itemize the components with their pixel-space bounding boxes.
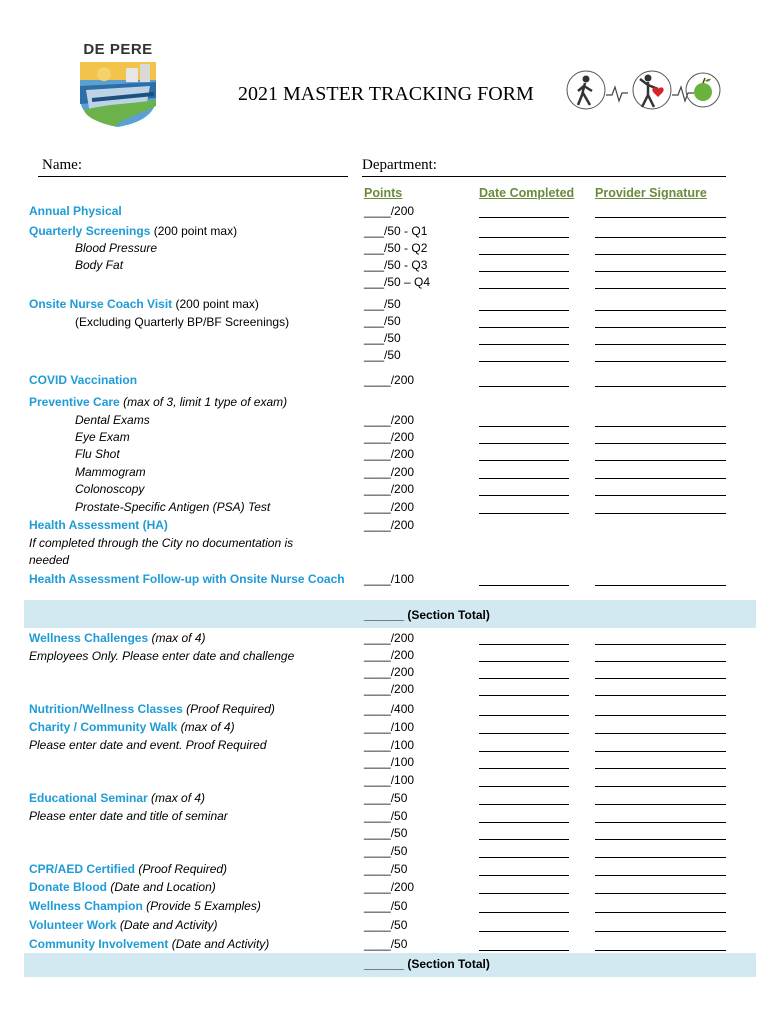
preventive-points[interactable]: ____/200 xyxy=(364,447,415,461)
community-involvement-row xyxy=(29,936,269,953)
nurse-coach-note: (200 point max) xyxy=(172,297,259,311)
signature-line[interactable] xyxy=(595,360,726,362)
volunteer-points[interactable]: ____/50 xyxy=(364,918,408,932)
health-assessment-label: Health Assessment (HA) xyxy=(29,518,168,532)
quarterly-points-q3[interactable]: ___/50 - Q3 xyxy=(364,258,428,272)
wellness-figures-icon xyxy=(566,67,722,113)
signature-line[interactable] xyxy=(595,821,726,823)
date-line[interactable] xyxy=(479,270,569,272)
annual-physical-points[interactable]: ____/200 xyxy=(364,204,415,218)
preventive-points[interactable]: ____/200 xyxy=(364,413,415,427)
seminar-points[interactable]: ____/50 xyxy=(364,791,408,805)
signature-line[interactable] xyxy=(595,785,726,787)
signature-line[interactable] xyxy=(595,767,726,769)
nutrition-row xyxy=(29,701,275,718)
ha-followup-points[interactable]: ____/100 xyxy=(364,572,415,586)
covid-points[interactable]: ____/200 xyxy=(364,373,415,387)
department-label: Department: xyxy=(362,157,437,173)
date-line[interactable] xyxy=(479,732,569,734)
wellness-champion-label: Wellness Champion xyxy=(29,899,143,913)
preventive-points[interactable]: ____/200 xyxy=(364,500,415,514)
signature-line[interactable] xyxy=(595,874,726,876)
points-column-header: Points xyxy=(364,186,403,200)
signature-line[interactable] xyxy=(595,930,726,932)
signature-line[interactable] xyxy=(595,694,726,696)
challenge-points[interactable]: ____/200 xyxy=(364,631,415,645)
signature-line[interactable] xyxy=(595,803,726,805)
department-field-line[interactable] xyxy=(362,176,726,177)
donate-blood-note: (Date and Location) xyxy=(107,880,216,894)
date-line[interactable] xyxy=(479,949,569,951)
signature-line[interactable] xyxy=(595,477,726,479)
charity-points[interactable]: ____/100 xyxy=(364,755,415,769)
name-label: Name: xyxy=(42,157,82,173)
cpr-aed-row xyxy=(29,861,227,878)
challenge-points[interactable]: ____/200 xyxy=(364,682,415,696)
signature-line[interactable] xyxy=(595,309,726,311)
nurse-coach-row xyxy=(29,296,259,313)
covid-vaccination-label: COVID Vaccination xyxy=(29,373,138,387)
preventive-care-label: Preventive Care xyxy=(29,395,120,409)
colonoscopy-label: Colonoscopy xyxy=(75,482,145,496)
signature-line[interactable] xyxy=(595,892,726,894)
signature-line[interactable] xyxy=(595,714,726,716)
signature-line[interactable] xyxy=(595,660,726,662)
educational-seminar-note: (max of 4) xyxy=(147,791,206,805)
nurse-points-4[interactable]: ___/50 xyxy=(364,348,401,362)
signature-line[interactable] xyxy=(595,287,726,289)
date-line[interactable] xyxy=(479,494,569,496)
preventive-care-row xyxy=(29,394,287,411)
date-line[interactable] xyxy=(479,892,569,894)
date-line[interactable] xyxy=(479,442,569,444)
preventive-points[interactable]: ____/200 xyxy=(364,465,415,479)
cpr-aed-note: (Proof Required) xyxy=(135,862,228,876)
health-assessment-note: If completed through the City no documentation is xyxy=(29,536,294,550)
date-line[interactable] xyxy=(479,236,569,238)
nurse-points-2[interactable]: ___/50 xyxy=(364,314,401,328)
health-assessment-points[interactable]: ____/200 xyxy=(364,518,415,532)
charity-walk-note: (max of 4) xyxy=(177,720,235,734)
date-line[interactable] xyxy=(479,911,569,913)
educational-seminar-row xyxy=(29,790,205,807)
signature-column-header: Provider Signature xyxy=(595,186,707,200)
date-line[interactable] xyxy=(479,326,569,328)
blood-pressure-label: Blood Pressure xyxy=(75,241,158,255)
ha-followup-label: Health Assessment Follow-up with Onsite Nurse Coach xyxy=(29,572,345,586)
date-line[interactable] xyxy=(479,767,569,769)
preventive-care-note: (max of 3, limit 1 type of exam) xyxy=(119,395,288,409)
wellness-challenges-note: (max of 4) xyxy=(148,631,206,645)
signature-line[interactable] xyxy=(595,270,726,272)
health-assessment-note-cont: needed xyxy=(29,553,70,567)
volunteer-work-note: (Date and Activity) xyxy=(116,918,218,932)
wellness-challenges-label: Wellness Challenges xyxy=(29,631,149,645)
signature-line[interactable] xyxy=(595,425,726,427)
date-line[interactable] xyxy=(479,838,569,840)
date-line[interactable] xyxy=(479,477,569,479)
date-line[interactable] xyxy=(479,821,569,823)
nurse-coach-sub: (Excluding Quarterly BP/BF Screenings) xyxy=(75,315,290,329)
nurse-coach-label: Onsite Nurse Coach Visit xyxy=(29,297,173,311)
charity-points[interactable]: ____/100 xyxy=(364,773,415,787)
date-line[interactable] xyxy=(479,874,569,876)
seminar-points[interactable]: ____/50 xyxy=(364,826,408,840)
signature-line[interactable] xyxy=(595,326,726,328)
nurse-points-3[interactable]: ___/50 xyxy=(364,331,401,345)
signature-line[interactable] xyxy=(595,643,726,645)
charity-points[interactable]: ____/100 xyxy=(364,720,415,734)
quarterly-points-q4[interactable]: ___/50 – Q4 xyxy=(364,275,431,289)
date-line[interactable] xyxy=(479,660,569,662)
date-line[interactable] xyxy=(479,930,569,932)
challenge-points[interactable]: ____/200 xyxy=(364,648,415,662)
quarterly-screenings-note: (200 point max) xyxy=(150,224,238,238)
volunteer-work-label: Volunteer Work xyxy=(29,918,117,932)
date-line[interactable] xyxy=(479,512,569,514)
wellness-champion-note: (Provide 5 Examples) xyxy=(142,899,261,913)
date-line[interactable] xyxy=(479,785,569,787)
nurse-points-1[interactable]: ___/50 xyxy=(364,297,401,311)
signature-line[interactable] xyxy=(595,512,726,514)
date-line[interactable] xyxy=(479,287,569,289)
signature-line[interactable] xyxy=(595,494,726,496)
logo-text: DE PERE xyxy=(83,41,153,58)
signature-line[interactable] xyxy=(595,459,726,461)
signature-line[interactable] xyxy=(595,732,726,734)
signature-line[interactable] xyxy=(595,216,726,218)
community-involvement-note: (Date and Activity) xyxy=(168,937,270,951)
cpr-points[interactable]: ____/50 xyxy=(364,862,408,876)
charity-walk-label: Charity / Community Walk xyxy=(29,720,178,734)
date-line[interactable] xyxy=(479,385,569,387)
signature-line[interactable] xyxy=(595,911,726,913)
mammogram-label: Mammogram xyxy=(75,465,146,479)
seminar-points[interactable]: ____/50 xyxy=(364,809,408,823)
date-line[interactable] xyxy=(479,309,569,311)
section-total[interactable]: ______ (Section Total) xyxy=(364,608,490,622)
signature-line[interactable] xyxy=(595,236,726,238)
community-involvement-label: Community Involvement xyxy=(29,937,169,951)
signature-line[interactable] xyxy=(595,253,726,255)
date-line[interactable] xyxy=(479,856,569,858)
nutrition-points[interactable]: ____/400 xyxy=(364,702,415,716)
signature-line[interactable] xyxy=(595,442,726,444)
date-line[interactable] xyxy=(479,803,569,805)
signature-line[interactable] xyxy=(595,838,726,840)
volunteer-work-row xyxy=(29,917,218,934)
date-line[interactable] xyxy=(479,750,569,752)
preventive-points[interactable]: ____/200 xyxy=(364,430,415,444)
educational-seminar-label: Educational Seminar xyxy=(29,791,148,805)
preventive-points[interactable]: ____/200 xyxy=(364,482,415,496)
psa-test-label: Prostate-Specific Antigen (PSA) Test xyxy=(75,500,271,514)
charity-walk-row xyxy=(29,719,235,736)
seminar-points[interactable]: ____/50 xyxy=(364,844,408,858)
charity-points[interactable]: ____/100 xyxy=(364,738,415,752)
nutrition-label: Nutrition/Wellness Classes xyxy=(29,702,183,716)
date-line[interactable] xyxy=(479,643,569,645)
signature-line[interactable] xyxy=(595,677,726,679)
flu-shot-label: Flu Shot xyxy=(75,447,120,461)
quarterly-points-q1[interactable]: ___/50 - Q1 xyxy=(364,224,428,238)
wellness-champion-row xyxy=(29,898,261,915)
signature-line[interactable] xyxy=(595,584,726,586)
date-line[interactable] xyxy=(479,694,569,696)
dental-exams-label: Dental Exams xyxy=(75,413,150,427)
date-line[interactable] xyxy=(479,459,569,461)
signature-line[interactable] xyxy=(595,750,726,752)
body-fat-label: Body Fat xyxy=(75,258,124,272)
educational-seminar-sub: Please enter date and title of seminar xyxy=(29,809,228,823)
date-line[interactable] xyxy=(479,584,569,586)
name-field-line[interactable] xyxy=(38,176,348,177)
section-total[interactable]: ______ (Section Total) xyxy=(364,957,490,971)
quarterly-screenings-row xyxy=(29,223,237,240)
challenge-points[interactable]: ____/200 xyxy=(364,665,415,679)
blood-points[interactable]: ____/200 xyxy=(364,880,415,894)
date-column-header: Date Completed xyxy=(479,186,575,200)
date-line[interactable] xyxy=(479,343,569,345)
date-line[interactable] xyxy=(479,714,569,716)
quarterly-screenings-label: Quarterly Screenings xyxy=(29,224,151,238)
date-line[interactable] xyxy=(479,360,569,362)
nutrition-note: (Proof Required) xyxy=(182,702,275,716)
eye-exam-label: Eye Exam xyxy=(75,430,130,444)
page-title: 2021 MASTER TRACKING FORM xyxy=(238,83,534,105)
charity-walk-sub: Please enter date and event. Proof Required xyxy=(29,738,267,752)
de-pere-logo xyxy=(76,42,160,128)
donate-blood-row xyxy=(29,879,216,896)
wellness-challenges-row xyxy=(29,630,206,647)
signature-line[interactable] xyxy=(595,343,726,345)
signature-line[interactable] xyxy=(595,385,726,387)
date-line[interactable] xyxy=(479,253,569,255)
signature-line[interactable] xyxy=(595,949,726,951)
annual-physical-label: Annual Physical xyxy=(29,204,122,218)
wellness-challenges-sub: Employees Only. Please enter date and challenge xyxy=(29,649,295,663)
quarterly-points-q2[interactable]: ___/50 - Q2 xyxy=(364,241,428,255)
community-points[interactable]: ____/50 xyxy=(364,937,408,951)
logo-shield-icon xyxy=(76,60,160,128)
signature-line[interactable] xyxy=(595,856,726,858)
date-line[interactable] xyxy=(479,216,569,218)
donate-blood-label: Donate Blood xyxy=(29,880,107,894)
date-line[interactable] xyxy=(479,677,569,679)
champion-points[interactable]: ____/50 xyxy=(364,899,408,913)
date-line[interactable] xyxy=(479,425,569,427)
cpr-aed-label: CPR/AED Certified xyxy=(29,862,136,876)
